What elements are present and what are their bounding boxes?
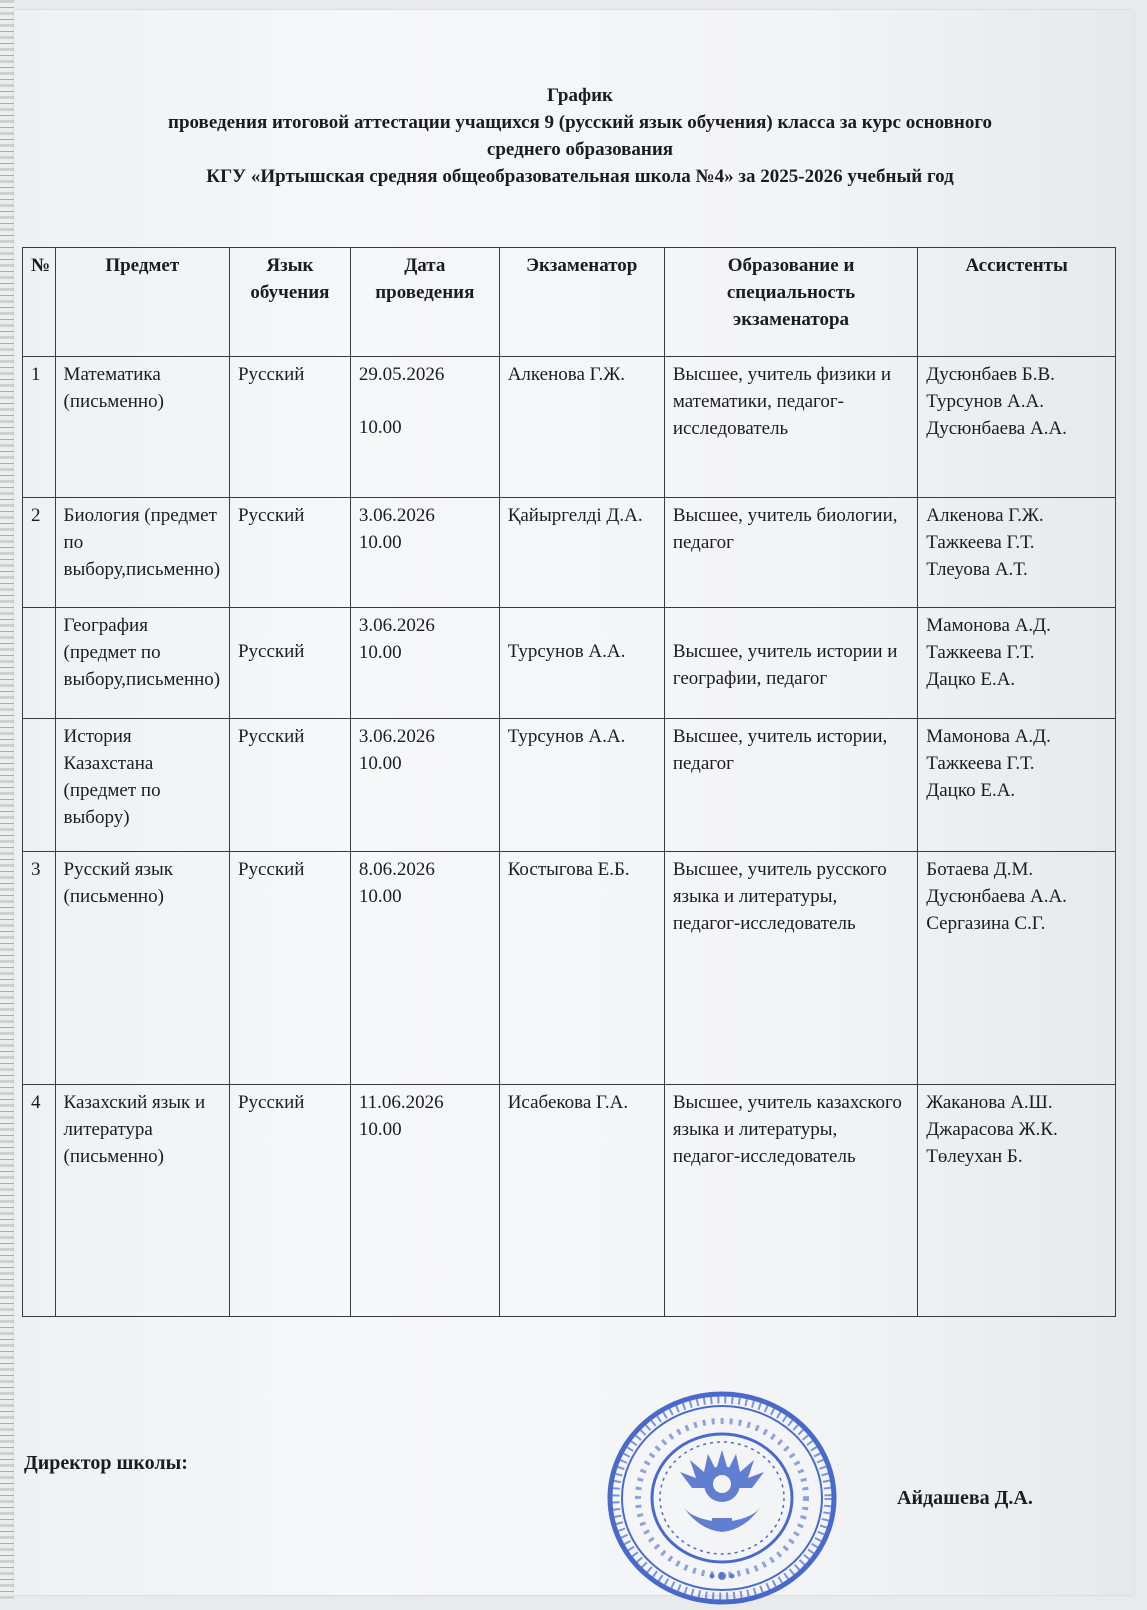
row-assistants — [918, 718, 1116, 851]
row-date: 29.05.2026 — [358, 364, 445, 385]
row-time: 10.00 — [358, 752, 402, 774]
row-time: 10.00 — [358, 1118, 402, 1140]
row-date: 3.06.2026 — [358, 505, 435, 527]
row-subject: Русский язык (письменно) — [55, 852, 229, 1084]
assistant-name: Тажкеева Г.Т. — [926, 752, 1035, 774]
row-education: Высшее, учитель биологии, педагог — [664, 498, 917, 607]
assistant-name: Дацко Е.А. — [926, 779, 1016, 801]
row-assistants — [918, 852, 1116, 1084]
row-subject: История Казахстана (предмет по выбору) — [55, 718, 229, 851]
assistant-name: Дацко Е.А. — [926, 668, 1016, 690]
row-num: 4 — [23, 1084, 56, 1316]
row-time: 10.00 — [358, 532, 402, 554]
row-assistants — [918, 498, 1116, 607]
row-language: Русский — [229, 1084, 350, 1316]
row-education: Высшее, учитель истории, педагог — [664, 718, 917, 851]
row-education: Высшее, учитель физики и математики, педагог-исследователь — [664, 357, 917, 498]
director-label: Директор школы: — [24, 1452, 188, 1474]
row-language: Русский — [229, 357, 350, 498]
assistant-name: Дусюнбаева А.А. — [926, 886, 1067, 908]
row-language: Русский — [229, 852, 350, 1084]
row-date-cell — [350, 852, 499, 1084]
assistant-name: Ботаева Д.М. — [926, 859, 1034, 881]
assistant-name: Тажкеева Г.Т. — [926, 641, 1035, 663]
row-date: 11.06.2026 — [358, 1091, 444, 1113]
assistant-name: Алкенова Г.Ж. — [926, 505, 1044, 527]
row-examiner: Исабекова Г.А. — [499, 1084, 664, 1316]
table-row — [23, 498, 1116, 607]
title-line-4: КГУ «Иртышская средняя общеобразовательная школа №4» за 2025-2026 учебный год — [206, 166, 954, 187]
row-num — [23, 718, 56, 851]
row-examiner: Турсунов А.А. — [499, 718, 664, 851]
row-subject: География (предмет по выбору,письменно) — [55, 607, 229, 718]
row-num: 1 — [23, 357, 56, 498]
row-num: 2 — [23, 498, 56, 607]
table-row — [23, 852, 1116, 1084]
round-official-seal-icon — [600, 1380, 845, 1610]
row-examiner-cell — [499, 607, 664, 718]
row-language: Русский — [229, 498, 350, 607]
assistant-name: Турсунов А.А. — [926, 391, 1044, 412]
table-row — [23, 718, 1116, 851]
assistant-name: Тлеуова А.Т. — [926, 559, 1028, 581]
row-language-cell — [229, 607, 350, 718]
row-date-cell — [350, 718, 499, 851]
assistant-name: Мамонова А.Д. — [926, 614, 1051, 636]
header-examiner: Экзаменатор — [499, 248, 664, 357]
header-assistants: Ассистенты — [918, 248, 1116, 357]
row-time: 10.00 — [358, 886, 402, 908]
row-language: Русский — [229, 718, 350, 851]
row-num: 3 — [23, 852, 56, 1084]
table-header-row — [23, 248, 1116, 357]
table-row — [23, 357, 1116, 498]
row-education-cell — [664, 607, 917, 718]
assistant-name: Жаканова А.Ш. — [926, 1091, 1053, 1113]
row-subject: Биология (предмет по выбору,письменно) — [55, 498, 229, 607]
row-num — [23, 607, 56, 718]
header-education: Образование и специальность экзаменатора — [664, 248, 917, 357]
header-num: № — [23, 248, 56, 357]
table-row — [23, 1084, 1116, 1316]
table-row — [23, 607, 1116, 718]
assistant-name: Сергазина С.Г. — [926, 913, 1046, 935]
row-examiner: Турсунов А.А. — [507, 640, 626, 662]
assistant-name: Дусюнбаев Б.В. — [926, 364, 1055, 385]
row-date: 8.06.2026 — [358, 859, 435, 881]
row-language: Русский — [237, 640, 305, 662]
row-examiner: Қайыргелді Д.А. — [499, 498, 664, 607]
row-time: 10.00 — [358, 641, 402, 663]
header-subject: Предмет — [55, 248, 229, 357]
exam-schedule-table — [22, 247, 1116, 1317]
row-assistants — [918, 607, 1116, 718]
assistant-name: Дусюнбаева А.А. — [926, 418, 1067, 439]
row-examiner: Костыгова Е.Б. — [499, 852, 664, 1084]
row-date-cell — [350, 1084, 499, 1316]
assistant-name: Мамонова А.Д. — [926, 725, 1051, 747]
document-title — [40, 82, 1120, 190]
row-examiner: Алкенова Г.Ж. — [499, 357, 664, 498]
row-education: Высшее, учитель истории и географии, педагог — [672, 640, 898, 689]
row-date: 3.06.2026 — [358, 725, 435, 747]
row-subject: Казахский язык и литература (письменно) — [55, 1084, 229, 1316]
row-assistants — [918, 1084, 1116, 1316]
title-line-1: График — [547, 85, 613, 106]
scanned-page-edge — [0, 0, 14, 1600]
assistant-name: Төлеухан Б. — [926, 1145, 1023, 1167]
assistant-name: Тажкеева Г.Т. — [926, 532, 1035, 554]
title-line-2: проведения итоговой аттестации учащихся 9 (русский язык обучения) класса за курс основного — [168, 112, 992, 133]
row-date-cell — [350, 357, 499, 498]
header-date: Дата проведения — [350, 248, 499, 357]
title-line-3: среднего образования — [486, 139, 674, 160]
row-date-cell — [350, 607, 499, 718]
assistant-name: Джарасова Ж.К. — [926, 1118, 1058, 1140]
director-name: Айдашева Д.А. — [897, 1487, 1033, 1509]
row-education: Высшее, учитель казахского языка и литературы, педагог-исследователь — [664, 1084, 917, 1316]
header-language: Язык обучения — [229, 248, 350, 357]
row-date-cell — [350, 498, 499, 607]
row-education: Высшее, учитель русского языка и литературы, педагог-исследователь — [664, 852, 917, 1084]
row-subject: Математика (письменно) — [55, 357, 229, 498]
row-time: 10.00 — [358, 417, 402, 438]
row-assistants — [918, 357, 1116, 498]
row-date: 3.06.2026 — [358, 614, 435, 636]
